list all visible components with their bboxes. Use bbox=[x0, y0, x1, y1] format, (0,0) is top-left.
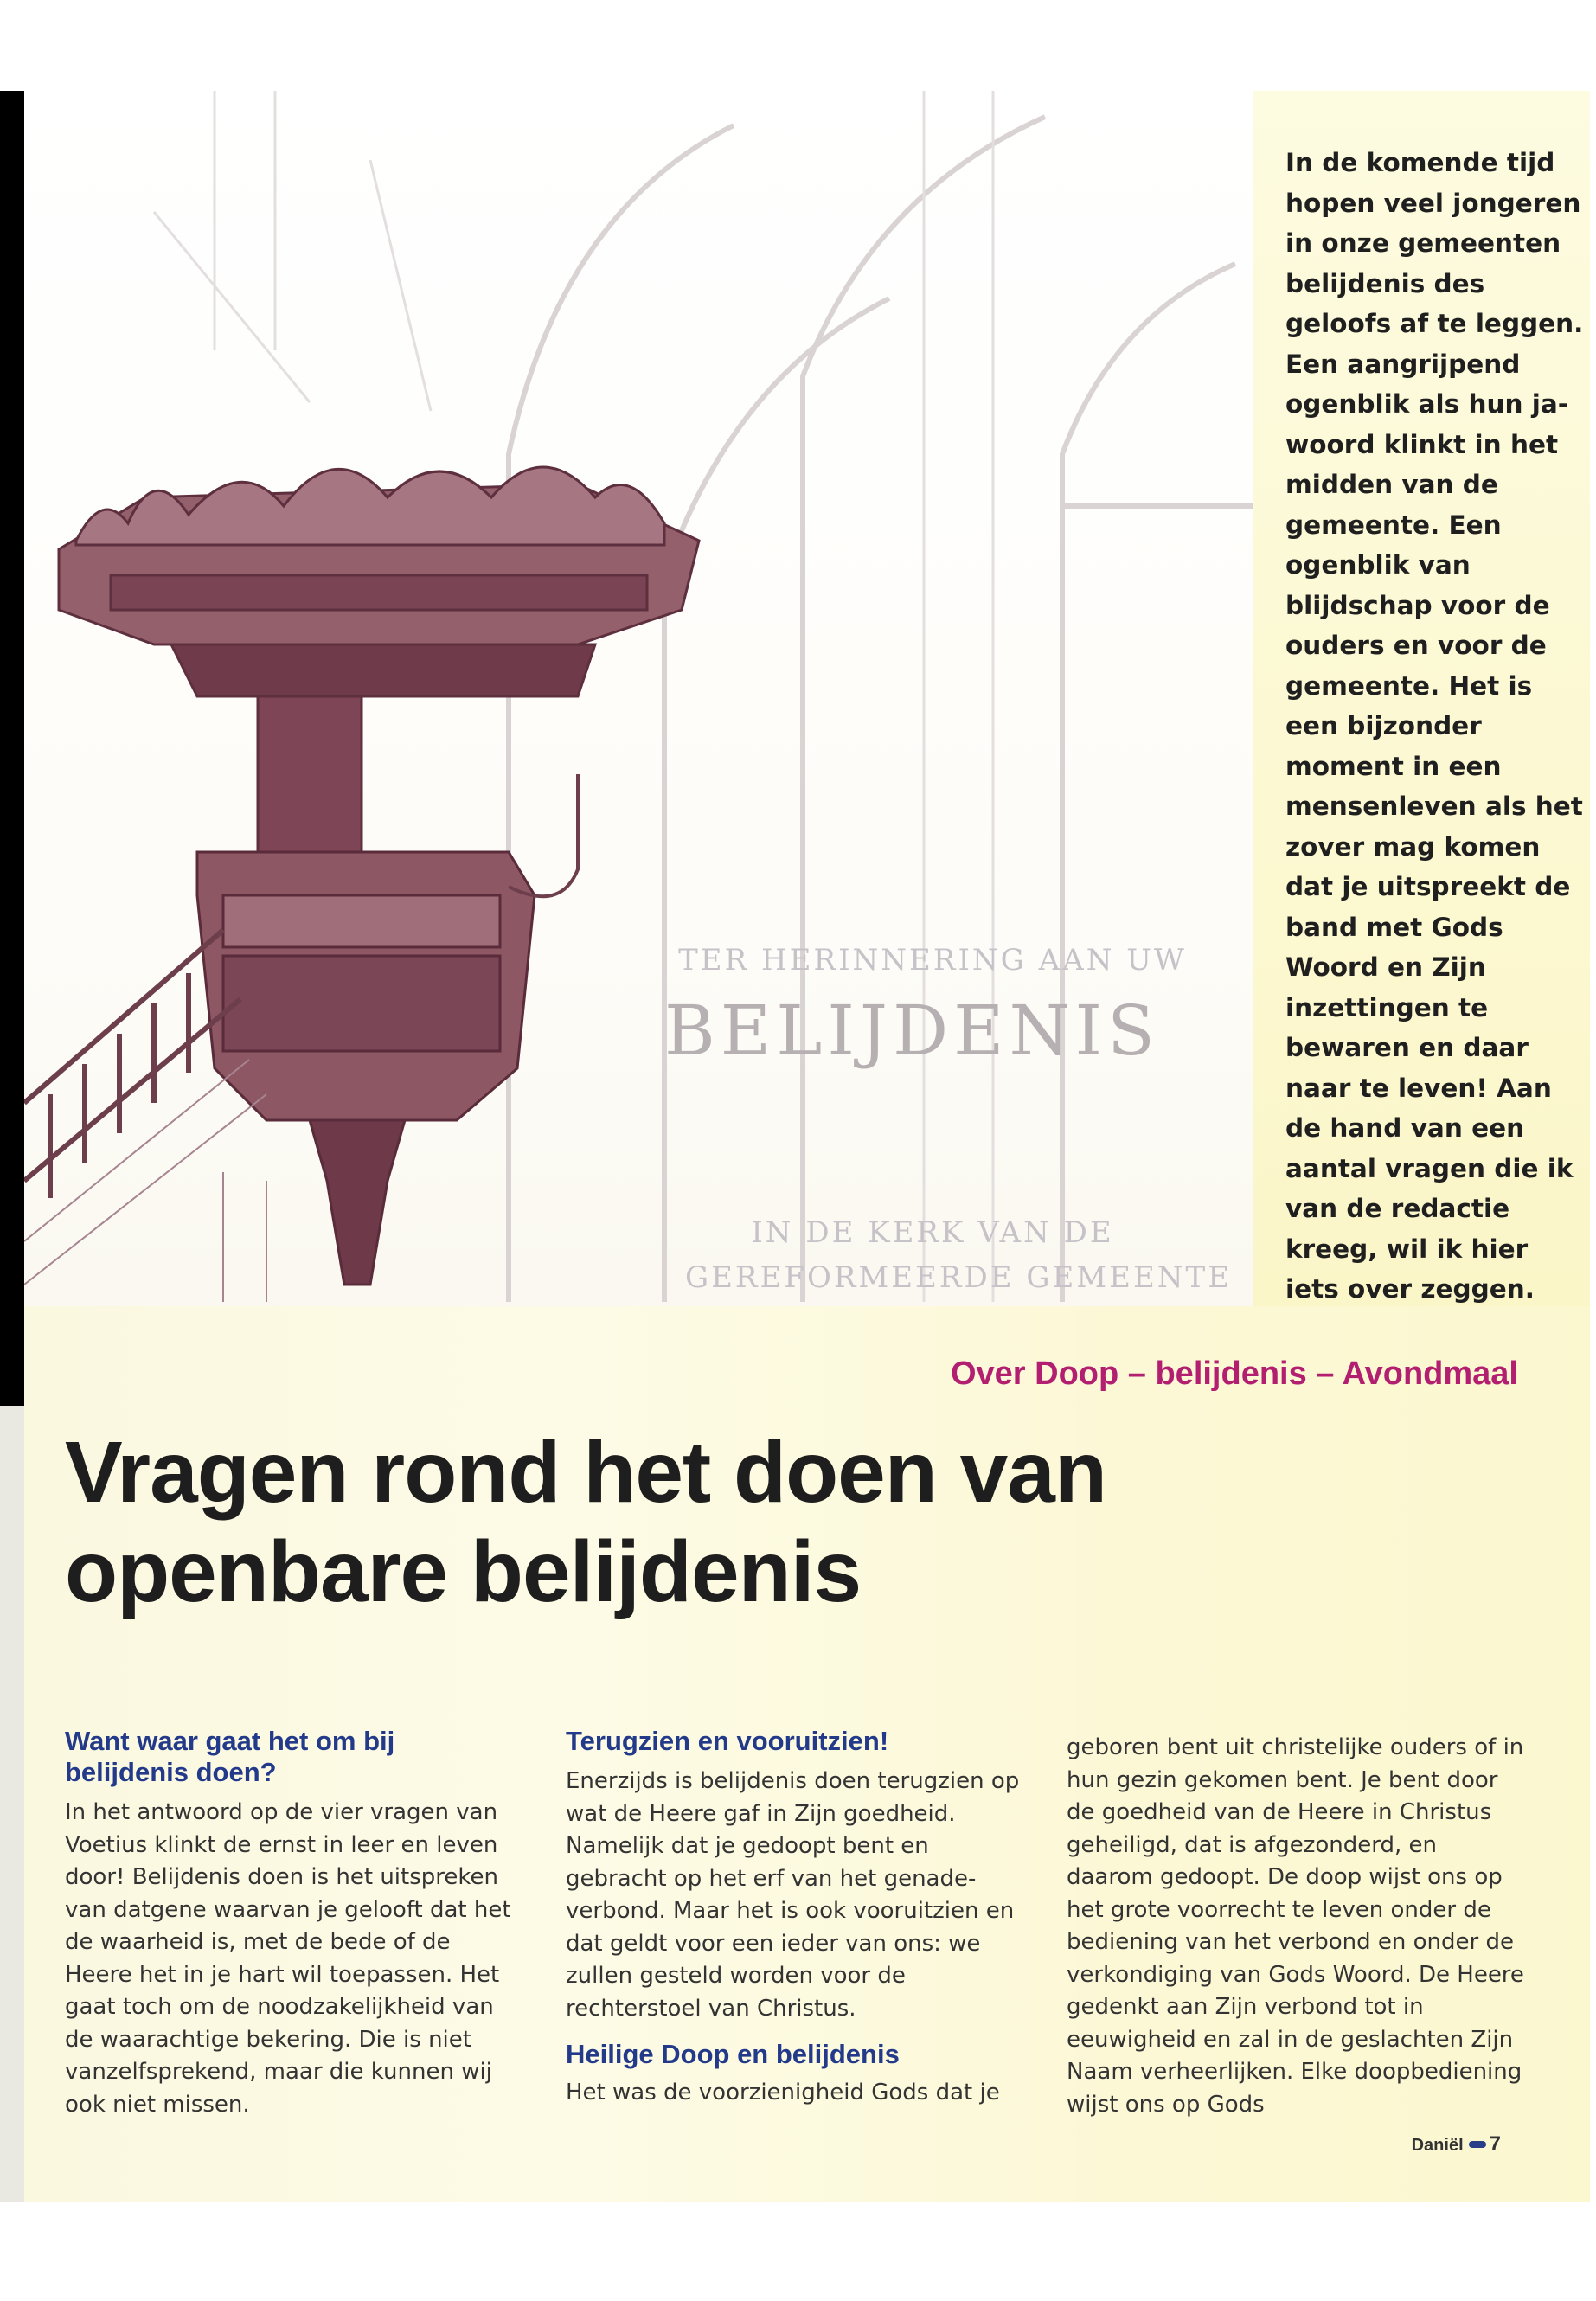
intro-text: In de komende tijd hopen veel jongeren in onze gemeenten belijdenis des geloofs af te leggen. Een aangrijpend ogenblik als hun ja-woord klinkt in het midden van de gemeente. Een ogenblik van blijdschap voor de ouders en voor de gemeente. Het is een bijzonder moment in een mensenleven als het zover mag komen dat je uitspreekt de band met Gods Woord en Zijn inzettingen te bewaren en daar naar te leven! Aan de hand van een aantal vragen die ik van de redactie kreeg, wil ik hier iets over zeggen. bbox=[1285, 148, 1584, 1304]
article-kicker: Over Doop – belijdenis – Avondmaal bbox=[950, 1356, 1518, 1392]
page-footer bbox=[1349, 2132, 1501, 2157]
card-line-1: TER HERINNERING AAN UW bbox=[678, 943, 1187, 977]
column-2-heading-1: Terugzien en vooruitzien! bbox=[566, 1726, 889, 1756]
pulpit-drawing bbox=[24, 91, 1253, 1306]
magazine-name: Daniël bbox=[1411, 2136, 1464, 2155]
column-1-heading: Want waar gaat het om bij belijdenis doen? bbox=[65, 1726, 395, 1787]
card-line-3: GEREFORMEERDE GEMEENTE bbox=[684, 1260, 1233, 1295]
pulpit-illustration bbox=[24, 91, 1253, 1306]
column-1 bbox=[65, 1726, 523, 2121]
bullet-icon bbox=[1469, 2141, 1486, 2148]
card-line-2: IN DE KERK VAN DE bbox=[751, 1215, 1114, 1250]
page-edge-bar bbox=[0, 91, 24, 1406]
column-2-body-2: Het was de voorzienigheid Gods dat je bbox=[566, 2080, 1000, 2106]
article-headline: Vragen rond het doen van openbare belijdenis bbox=[65, 1424, 1106, 1620]
column-2-heading-2: Heilige Doop en belijdenis bbox=[566, 2039, 900, 2069]
column-3 bbox=[1067, 1732, 1525, 2121]
column-1-body: In het antwoord op de vier vragen van Voetius klinkt de ernst in leer en leven door! Belijdenis doen is het uitspreken van datgene waarvan je gelooft dat het de waarheid is, met de bede of de Heere het in je hart wil toepassen. Het gaat toch om de noodzakelijkheid van de waarachtige bekering. Die is niet vanzelfsprekend, maar die kunnen wij ook niet missen. bbox=[65, 1799, 511, 2118]
card-title: BELIJDENIS bbox=[664, 990, 1160, 1071]
intro-column bbox=[1253, 91, 1590, 1306]
page-number: 7 bbox=[1489, 2132, 1501, 2156]
column-2-body-1: Enerzijds is belijdenis doen terugzien op wat de Heere gaf in Zijn goedheid. Namelijk dat je gedoopt bent en gebracht op het erf van het genade-verbond. Maar het is ook vooruitzien en dat geldt voor een ieder van ons: we zullen gesteld worden voor de rechterstoel van Christus. bbox=[566, 1768, 1020, 2022]
column-2 bbox=[566, 1726, 1024, 2110]
column-3-body: geboren bent uit christelijke ouders of in hun gezin gekomen bent. Je bent door de goedheid van de Heere in Christus geheiligd, dat is afgezonderd, en daarom gedoopt. De doop wijst ons op het grote voorrecht te leven onder de bediening van het verbond en onder de verkondiging van Gods Woord. De Heere gedenkt aan Zijn verbond tot in eeuwigheid en zal in de geslachten Zijn Naam verheerlijken. Elke doopbediening wijst ons op Gods bbox=[1067, 1734, 1524, 2118]
page-edge-shadow bbox=[0, 1406, 24, 2202]
